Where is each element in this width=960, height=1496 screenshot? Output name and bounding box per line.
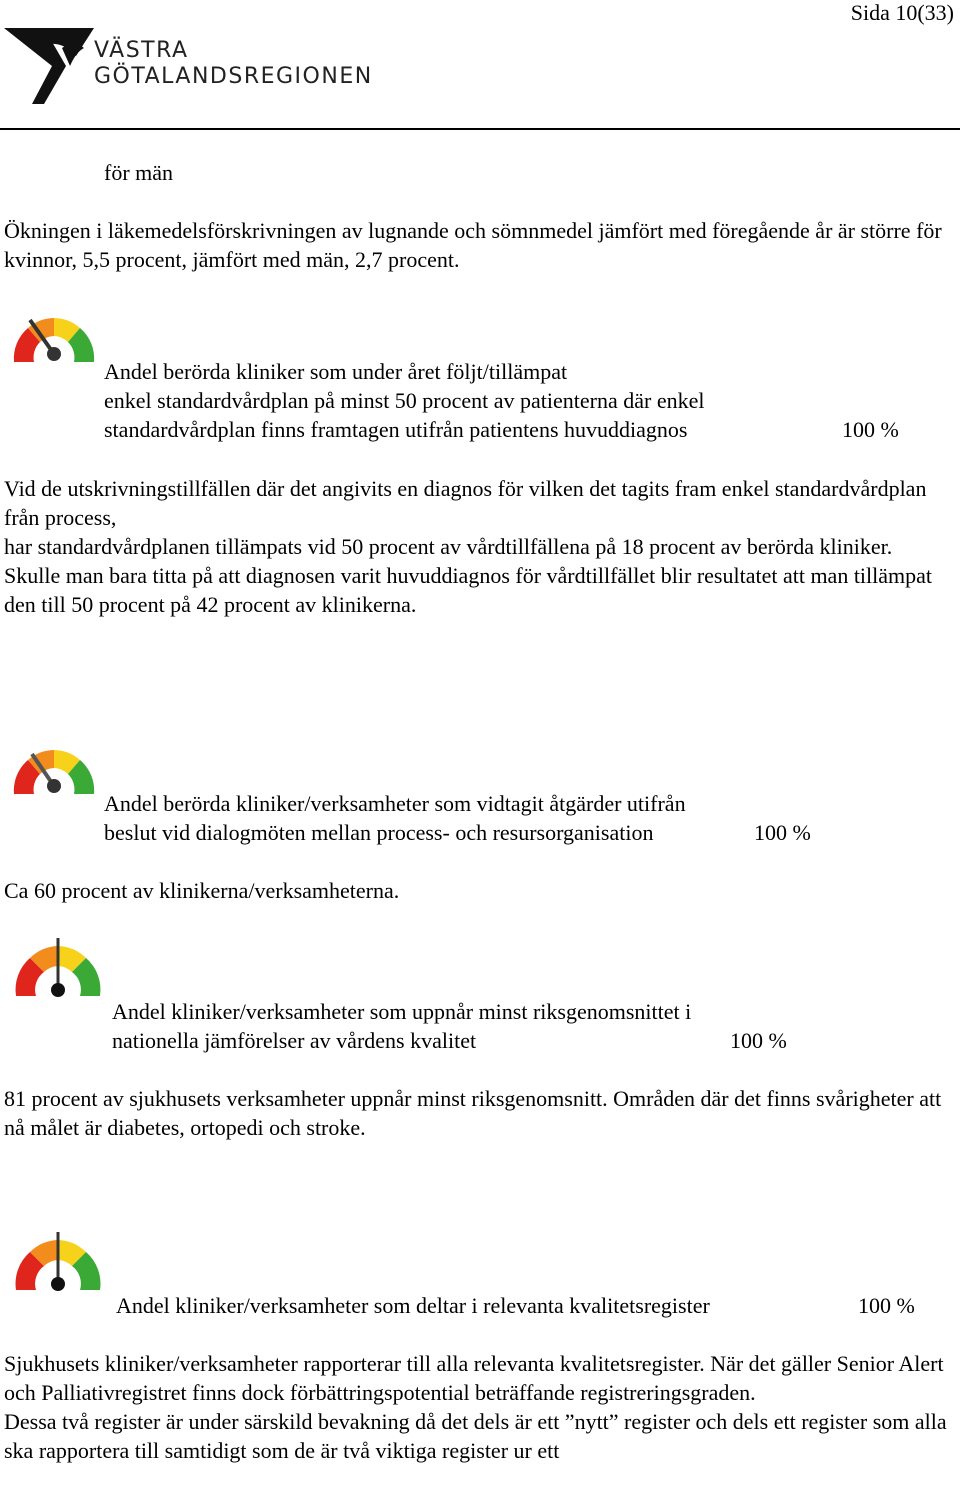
metric-3 bbox=[112, 997, 872, 1055]
intro-fragment: för män bbox=[104, 160, 174, 185]
metric-4 bbox=[116, 1291, 936, 1320]
paragraph-5-line-1: Sjukhusets kliniker/verksamheter rapporterar till alla relevanta kvalitetsregister. När det gäller Senior Alert och Palliativregistret finns dock förbättringspotential beträffande registreringsgraden. bbox=[4, 1351, 944, 1405]
metric-1-line-2: enkel standardvårdplan på minst 50 procent av patienterna där enkel bbox=[104, 388, 705, 413]
paragraph-2-line-2: har standardvårdplanen tillämpats vid 50 procent av vårdtillfällena på 18 procent av berörda kliniker. bbox=[4, 534, 893, 559]
metric-1 bbox=[104, 357, 924, 444]
paragraph-2-line-3: Skulle man bara titta på att diagnosen varit huvuddiagnos för vårdtillfället blir resultatet att man tillämpat den till 50 procent på 42 procent av klinikerna. bbox=[4, 563, 933, 617]
paragraph-1: Ökningen i läkemedelsförskrivningen av lugnande och sömnmedel jämfört med föregående år är större för kvinnor, 5,5 procent, jämfört med män, 2,7 procent. bbox=[4, 218, 942, 272]
paragraph-3: Ca 60 procent av klinikerna/verksamheterna. bbox=[4, 878, 400, 903]
metric-1-line-1: Andel berörda kliniker som under året följt/tillämpat bbox=[104, 359, 568, 384]
logo-line-1: VÄSTRA bbox=[94, 38, 189, 63]
metric-2-line-2: beslut vid dialogmöten mellan process- och resursorganisation bbox=[104, 820, 654, 845]
metric-4-target: 100 % bbox=[858, 1293, 915, 1318]
metric-2-line-1: Andel berörda kliniker/verksamheter som vidtagit åtgärder utifrån bbox=[104, 791, 686, 816]
gauge-icon bbox=[6, 306, 102, 378]
paragraph-2 bbox=[4, 474, 959, 619]
gauge-icon bbox=[8, 1228, 108, 1300]
vgr-logo-icon bbox=[4, 26, 94, 106]
paragraph-5-line-2: Dessa två register är under särskild bevakning då det dels är ett ”nytt” register och dels ett register som alla ska rapportera till samtidigt som de är två viktiga register ur ett bbox=[4, 1409, 947, 1463]
logo-wordmark bbox=[94, 38, 373, 90]
metric-3-line-1: Andel kliniker/verksamheter som uppnår minst riksgenomsnittet i bbox=[112, 999, 692, 1024]
metric-1-target: 100 % bbox=[842, 417, 899, 442]
metric-2-target: 100 % bbox=[754, 820, 811, 845]
metric-2 bbox=[104, 789, 864, 847]
logo-line-2: GÖTALANDSREGIONEN bbox=[94, 64, 373, 89]
metric-3-line-2: nationella jämförelser av vårdens kvalitet bbox=[112, 1028, 477, 1053]
gauge-icon bbox=[6, 738, 102, 810]
page-number: Sida 10(33) bbox=[850, 0, 954, 25]
metric-4-line-1: Andel kliniker/verksamheter som deltar i relevanta kvalitetsregister bbox=[116, 1293, 710, 1318]
gauge-icon bbox=[8, 934, 108, 1006]
header-divider bbox=[0, 128, 960, 130]
metric-3-target: 100 % bbox=[730, 1028, 787, 1053]
paragraph-2-line-1: Vid de utskrivningstillfällen där det angivits en diagnos för vilken det tagits fram enkel standardvårdplan från process, bbox=[4, 476, 927, 530]
paragraph-5 bbox=[4, 1349, 959, 1465]
paragraph-4: 81 procent av sjukhusets verksamheter uppnår minst riksgenomsnitt. Områden där det finns svårigheter att nå målet är diabetes, ortopedi och stroke. bbox=[4, 1086, 942, 1140]
metric-1-line-3: standardvårdplan finns framtagen utifrån patientens huvuddiagnos bbox=[104, 417, 688, 442]
